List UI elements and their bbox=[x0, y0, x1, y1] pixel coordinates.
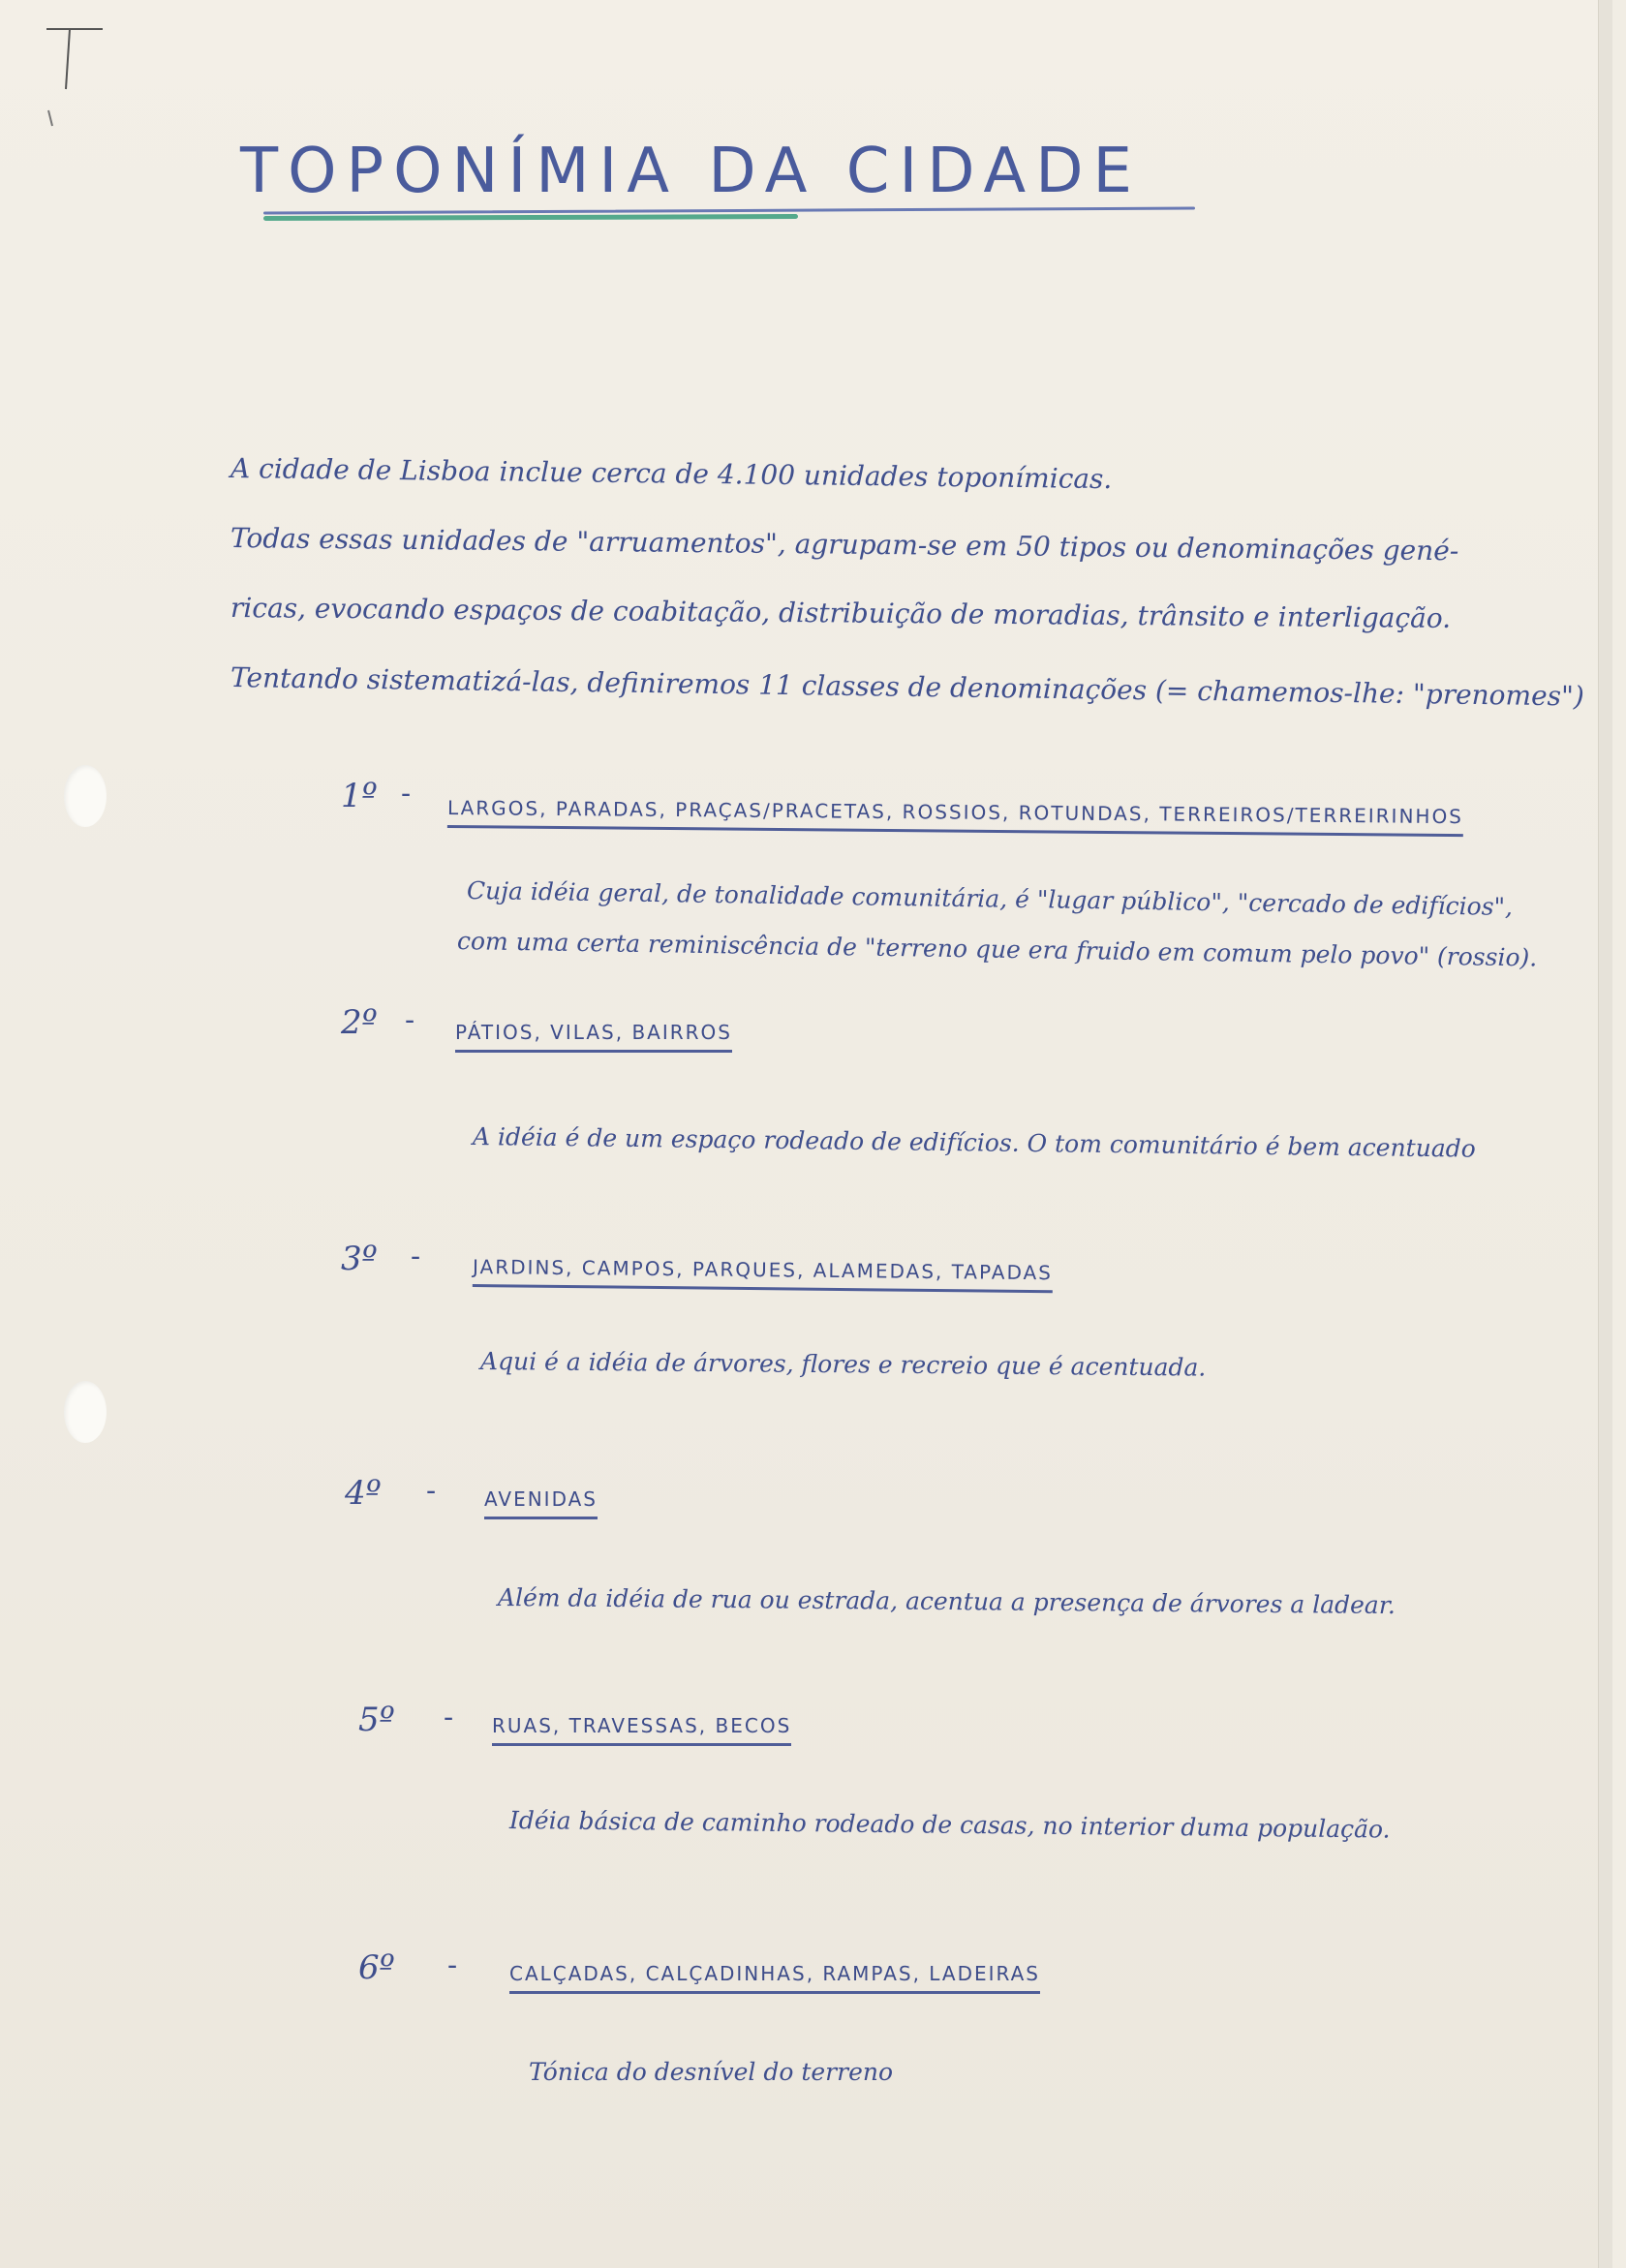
class-number: 1º bbox=[341, 777, 378, 815]
class-names: RUAS, TRAVESSAS, BECOS bbox=[492, 1714, 791, 1746]
intro-line: Tentando sistematizá-las, definiremos 11 classes de denominações (= chamemos-lhe: "prenomes") bbox=[230, 661, 1585, 713]
intro-line: Todas essas unidades de "arruamentos", agrupam-se em 50 tipos ou denominações gené- bbox=[230, 522, 1459, 567]
class-description: Além da idéia de rua ou estrada, acentua a presença de árvores a ladear. bbox=[497, 1583, 1396, 1620]
class-dash: - bbox=[447, 1948, 458, 1982]
class-names: JARDINS, CAMPOS, PARQUES, ALAMEDAS, TAPADAS bbox=[473, 1255, 1053, 1293]
class-description: Aqui é a idéia de árvores, flores e recreio que é acentuada. bbox=[479, 1347, 1207, 1382]
class-dash: - bbox=[444, 1701, 454, 1734]
class-number: 6º bbox=[358, 1948, 395, 1987]
punch-hole-top bbox=[64, 765, 107, 827]
intro-line: A cidade de Lisboa inclue cerca de 4.100 unidades toponímicas. bbox=[230, 452, 1113, 496]
intro-paragraph bbox=[230, 434, 1606, 713]
class-number: 2º bbox=[341, 1003, 378, 1042]
class-names: LARGOS, PARADAS, PRAÇAS/PRACETAS, ROSSIOS, ROTUNDAS, TERREIROS/TERREIRINHOS bbox=[447, 796, 1463, 837]
class-description: com uma certa reminiscência de "terreno que era fruido em comum pelo povo" (rossio). bbox=[456, 927, 1538, 972]
class-number: 3º bbox=[341, 1240, 378, 1278]
class-dash: - bbox=[401, 777, 412, 811]
page-title: TOPONÍMIA DA CIDADE bbox=[240, 136, 1142, 207]
page-edge bbox=[1598, 0, 1612, 2268]
class-names: PÁTIOS, VILAS, BAIRROS bbox=[455, 1021, 732, 1053]
class-names: CALÇADAS, CALÇADINHAS, RAMPAS, LADEIRAS bbox=[509, 1962, 1040, 1994]
title-underline-green bbox=[263, 214, 798, 221]
class-number: 5º bbox=[358, 1701, 395, 1739]
class-description: A idéia é de um espaço rodeado de edifícios. O tom comunitário é bem acentuado bbox=[472, 1122, 1476, 1163]
class-description: Tónica do desnível do terreno bbox=[529, 2058, 894, 2086]
class-dash: - bbox=[411, 1240, 421, 1273]
class-number: 4º bbox=[345, 1474, 382, 1513]
intro-line: ricas, evocando espaços de coabitação, distribuição de moradias, trânsito e interligação. bbox=[230, 592, 1452, 634]
class-description: Idéia básica de caminho rodeado de casas, no interior duma população. bbox=[508, 1806, 1391, 1844]
punch-hole-bottom bbox=[64, 1381, 107, 1443]
class-description: Cuja idéia geral, de tonalidade comunitária, é "lugar público", "cercado de edifícios", bbox=[466, 876, 1514, 921]
class-names: AVENIDAS bbox=[484, 1487, 598, 1519]
class-dash: - bbox=[405, 1003, 415, 1037]
class-dash: - bbox=[426, 1474, 437, 1508]
corner-mark bbox=[41, 21, 107, 128]
